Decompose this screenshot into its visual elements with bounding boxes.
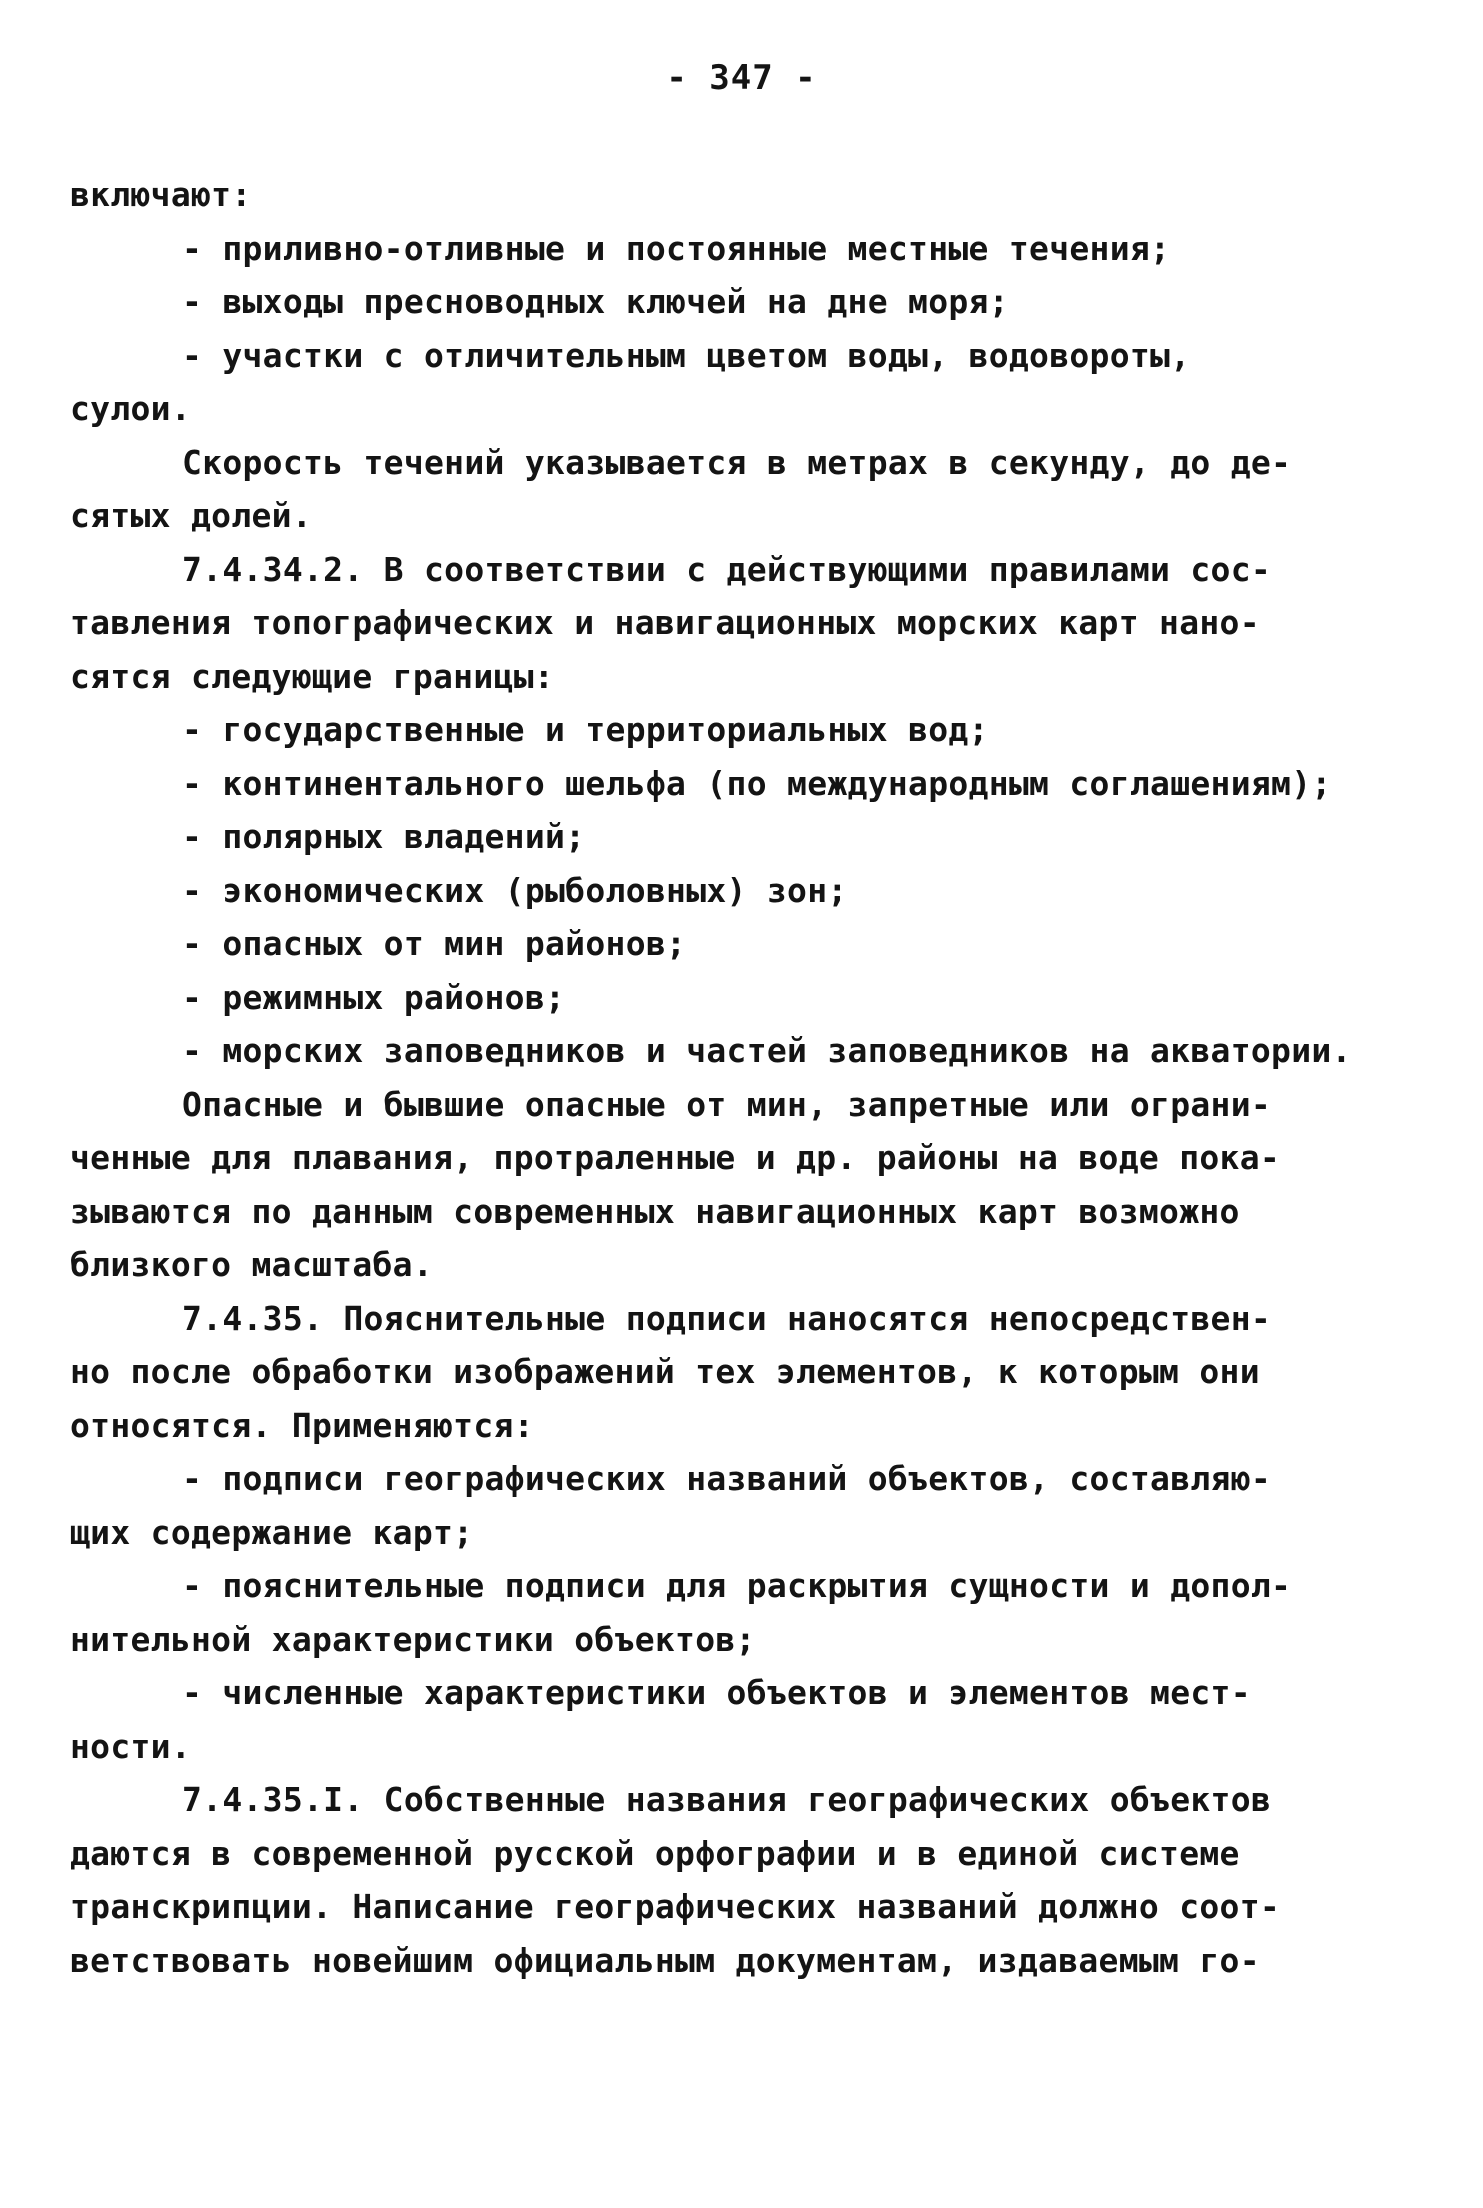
- text-line: зываются по данным современных навигационных карт возможно: [70, 1191, 1240, 1231]
- page-number: - 347 -: [666, 58, 817, 98]
- list-item: - опасных от мин районов;: [182, 924, 687, 963]
- text-line: сятся следующие границы:: [70, 656, 555, 696]
- text-line: транскрипции. Написание географических названий должно соот-: [70, 1887, 1281, 1926]
- paragraph-start: Опасные и бывшие опасные от мин, запретные или ограни-: [182, 1084, 1272, 1124]
- list-item: - численные характеристики объектов и элементов мест-: [182, 1673, 1251, 1712]
- list-item: - пояснительные подписи для раскрытия сущности и допол-: [182, 1566, 1292, 1605]
- text-line: но после обработки изображений тех элементов, к которым они: [70, 1352, 1260, 1391]
- text-line: щих содержание карт;: [70, 1512, 474, 1552]
- text-line: нительной характеристики объектов;: [70, 1619, 756, 1659]
- text-line: тавления топографических и навигационных морских карт нано-: [70, 603, 1260, 642]
- text-line: относятся. Применяются:: [70, 1405, 534, 1445]
- section-heading-7-4-35: 7.4.35. Пояснительные подписи наносятся непосредствен-: [182, 1298, 1272, 1338]
- list-item: - подписи географических названий объектов, составляю-: [182, 1459, 1272, 1498]
- text-line: включают:: [70, 175, 252, 214]
- text-line: даются в современной русской орфографии и в единой системе: [70, 1833, 1240, 1873]
- section-heading-7-4-35-1: 7.4.35.I. Собственные названия географических объектов: [182, 1780, 1272, 1819]
- list-item: - режимных районов;: [182, 977, 566, 1017]
- section-heading-7-4-34-2: 7.4.34.2. В соответствии с действующими правилами сос-: [182, 549, 1272, 589]
- paragraph-start: Скорость течений указывается в метрах в секунду, до де-: [182, 442, 1292, 482]
- text-line: ности.: [70, 1726, 192, 1766]
- text-line: сятых долей.: [70, 496, 313, 535]
- list-item: - экономических (рыболовных) зон;: [182, 870, 848, 910]
- list-item: - участки с отличительным цветом воды, водовороты,: [182, 335, 1191, 375]
- list-item: - континентального шельфа (по международным соглашениям);: [182, 763, 1332, 803]
- text-line: ветствовать новейшим официальным документам, издаваемым го-: [70, 1940, 1260, 1980]
- list-item: - государственные и территориальных вод;: [182, 710, 989, 749]
- text-line: ченные для плавания, протраленные и др. районы на воде пока-: [70, 1138, 1281, 1177]
- list-item: - приливно-отливные и постоянные местные течения;: [182, 228, 1171, 268]
- list-item: - морских заповедников и частей заповедников на акватории.: [182, 1031, 1352, 1070]
- text-line: сулои.: [70, 389, 192, 428]
- list-item: - полярных владений;: [182, 817, 586, 856]
- text-line: близкого масштаба.: [70, 1245, 434, 1284]
- body-text: [70, 168, 1470, 1987]
- list-item: - выходы пресноводных ключей на дне моря;: [182, 282, 1009, 321]
